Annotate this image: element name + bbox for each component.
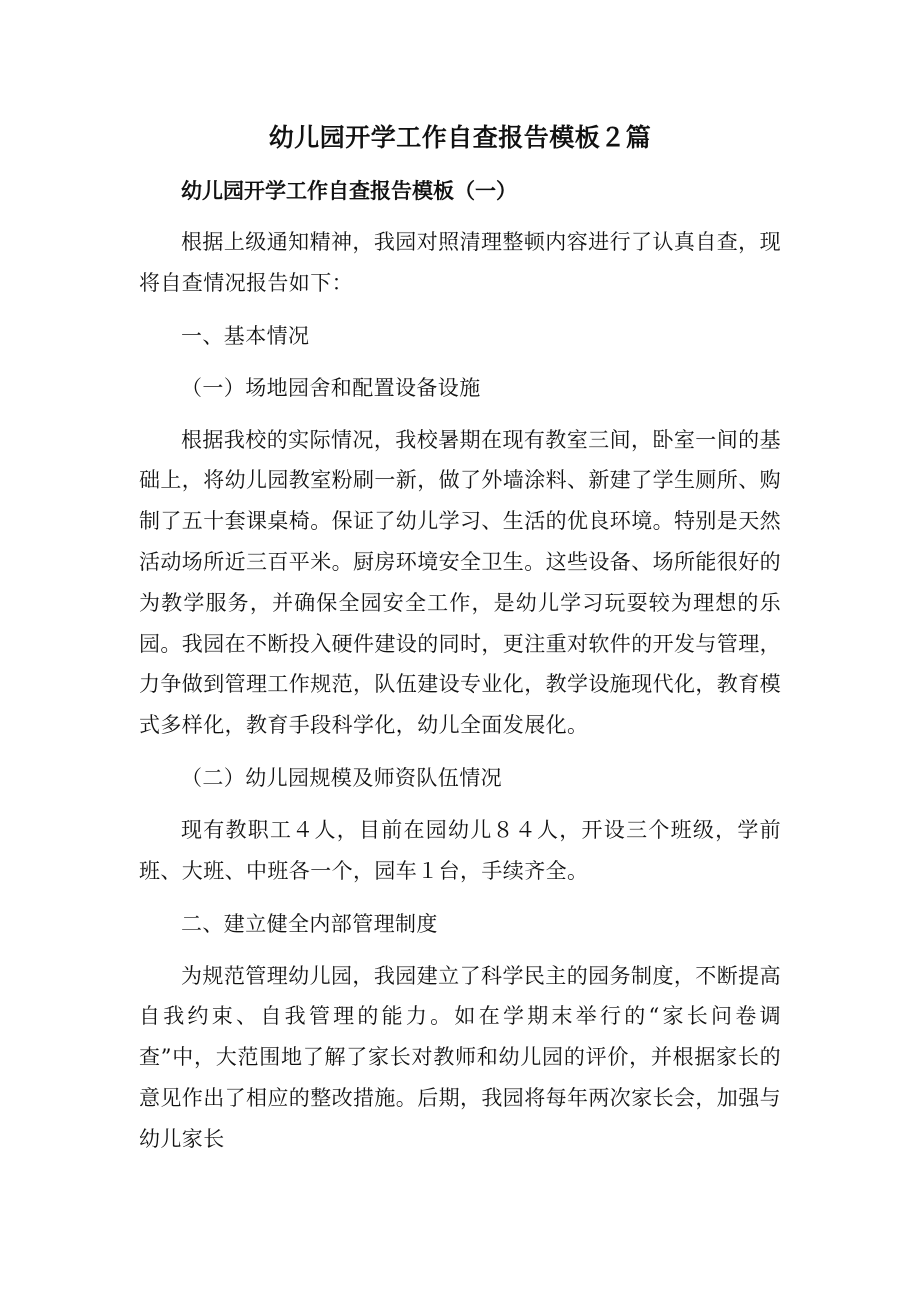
intro-paragraph: 根据上级通知精神，我园对照清理整顿内容进行了认真自查，现将自查情况报告如下：	[139, 230, 781, 295]
document-title: 幼儿园开学工作自查报告模板２篇	[268, 123, 652, 152]
document-subtitle: 幼儿园开学工作自查报告模板（一）	[181, 179, 517, 203]
document-body	[139, 118, 781, 1160]
section-1-2-heading: （二）幼儿园规模及师资队伍情况	[181, 765, 502, 790]
section-1-heading: 一、基本情况	[181, 323, 310, 348]
section-1-1-paragraph: 根据我校的实际情况，我校暑期在现有教室三间，卧室一间的基础上，将幼儿园教室粉刷一新，做了外墙涂料、新建了学生厕所、购制了五十套课桌椅。保证了幼儿学习、生活的优良环境。特别是天然活动场所近三百平米。厨房环境安全卫生。这些设备、场所能很好的为教学服务，并确保全园安全工作，是幼儿学习玩耍较为理想的乐园。我园在不断投入硬件建设的同时，更注重对软件的开发与管理，力争做到管理工作规范，队伍建设专业化，教学设施现代化，教育模式多样化，教育手段科学化，幼儿全面发展化。	[139, 427, 781, 738]
section-2-heading: 二、建立健全内部管理制度	[181, 911, 438, 936]
section-1-2-paragraph: 现有教职工４人，目前在园幼儿８４人，开设三个班级，学前班、大班、中班各一个，园车１台，手续齐全。	[139, 817, 781, 883]
section-1-1-heading: （一）场地园舍和配置设备设施	[181, 375, 481, 400]
section-2-paragraph: 为规范管理幼儿园，我园建立了科学民主的园务制度，不断提高自我约束、自我管理的能力。如在学期末举行的“家长问卷调查”中，大范围地了解了家长对教师和幼儿园的评价，并根据家长的意见作出了相应的整改措施。后期，我园将每年两次家长会，加强与幼儿家长	[139, 963, 781, 1151]
